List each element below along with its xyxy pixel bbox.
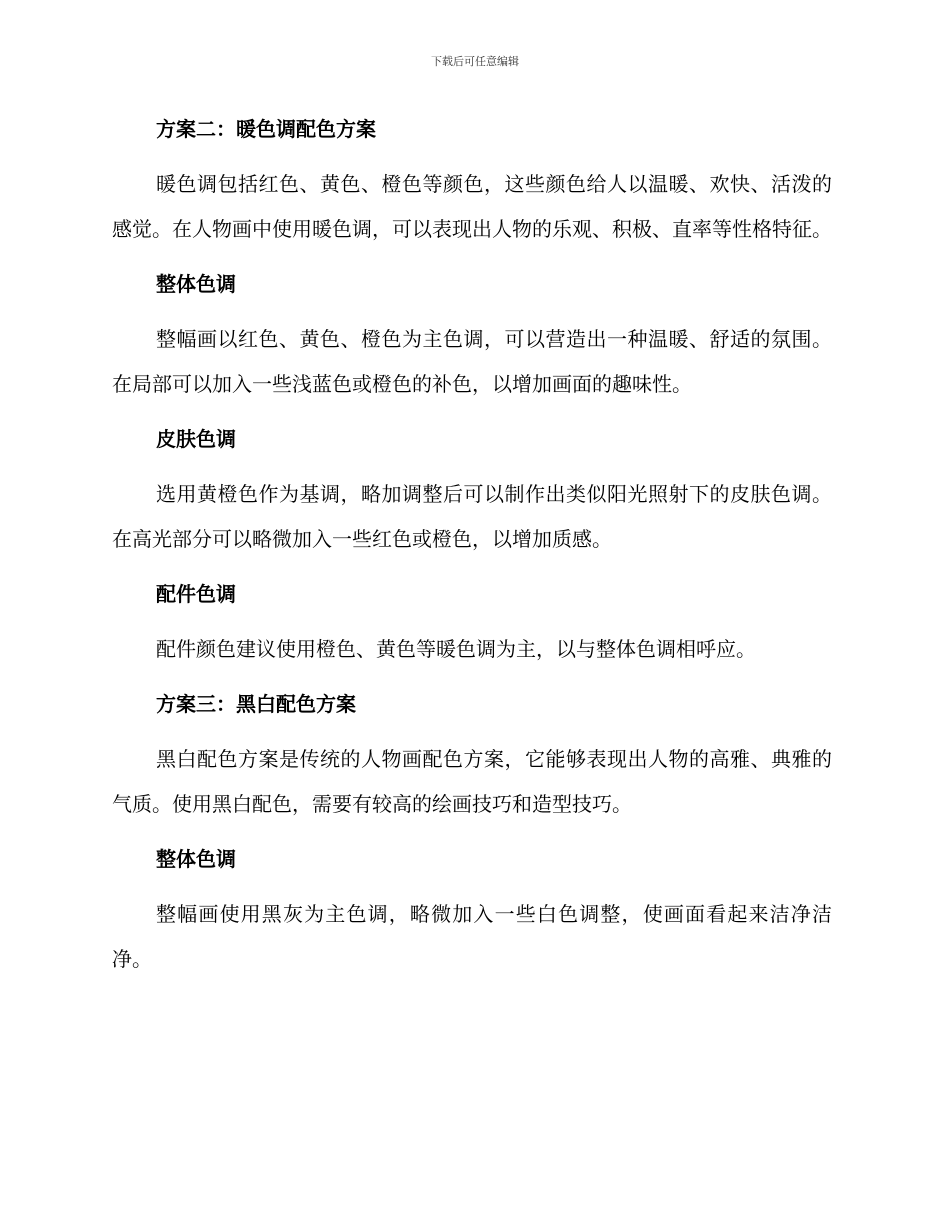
section-title-scheme3: 方案三：黑白配色方案 [156,692,356,716]
paragraph-scheme2-skin: 选用黄橙色作为基调，略加调整后可以制作出类似阳光照射下的皮肤色调。在高光部分可以略微加入一些红色或橙色，以增加质感。 [112,482,832,551]
paragraph-scheme3-overall: 整幅画使用黑灰为主色调，略微加入一些白色调整，使画面看起来洁净洁净。 [112,902,832,971]
paragraph-scheme2-intro: 暖色调包括红色、黄色、橙色等颜色，这些颜色给人以温暖、欢快、活泼的感觉。在人物画中使用暖色调，可以表现出人物的乐观、积极、直率等性格特征。 [112,172,832,241]
subheading-scheme2-skin: 皮肤色调 [156,427,236,451]
paragraph-scheme2-overall: 整幅画以红色、黄色、橙色为主色调，可以营造出一种温暖、舒适的氛围。在局部可以加入一些浅蓝色或橙色的补色，以增加画面的趣味性。 [112,327,832,396]
paragraph-scheme2-accessory: 配件颜色建议使用橙色、黄色等暖色调为主，以与整体色调相呼应。 [156,637,756,661]
page-header-note: 下载后可任意编辑 [431,55,519,68]
document-body [112,109,832,982]
subheading-scheme2-accessory: 配件色调 [156,582,236,606]
section-title-scheme2: 方案二：暖色调配色方案 [156,117,376,141]
paragraph-scheme3-intro: 黑白配色方案是传统的人物画配色方案，它能够表现出人物的高雅、典雅的气质。使用黑白配色，需要有较高的绘画技巧和造型技巧。 [112,747,832,816]
subheading-scheme3-overall: 整体色调 [156,847,236,871]
subheading-scheme2-overall: 整体色调 [156,272,236,296]
